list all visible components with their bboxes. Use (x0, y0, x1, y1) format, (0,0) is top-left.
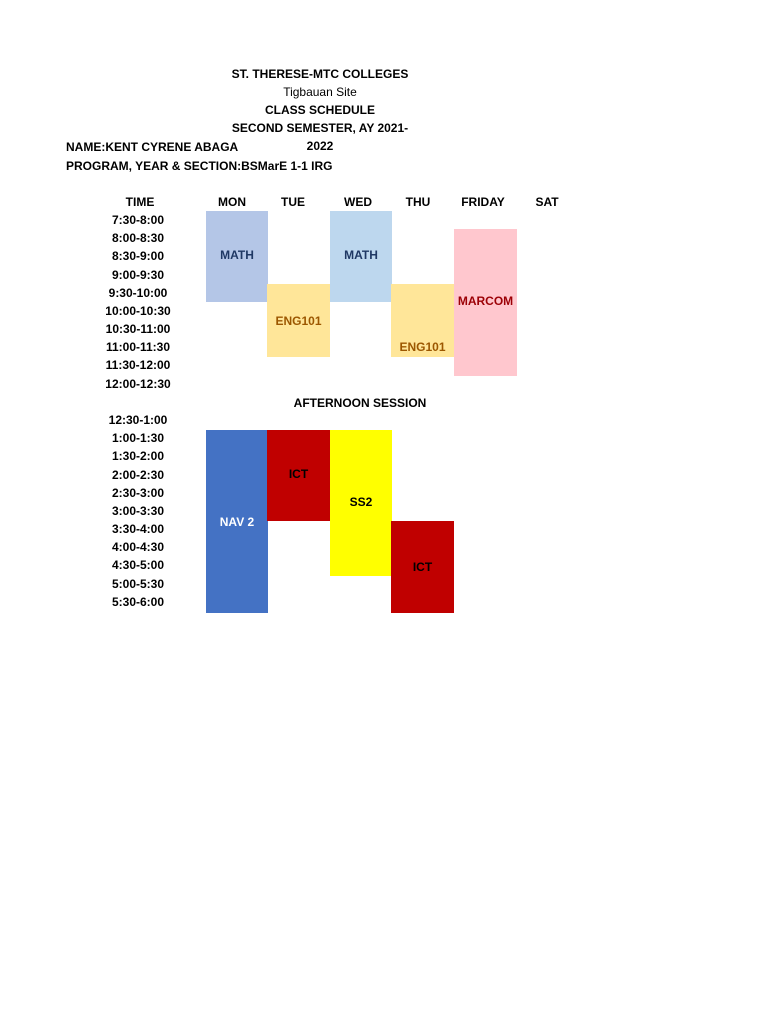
time-slot: 5:00-5:30 (111, 577, 165, 591)
class-label: MARCOM (457, 294, 514, 308)
class-label: ENG101 (275, 313, 322, 328)
day-header-thu: THU (405, 195, 431, 209)
class-label: MATH (344, 247, 378, 262)
semester-label: SECOND SEMESTER, AY 2021-2022 (231, 121, 409, 153)
time-slot: 9:30-10:00 (108, 286, 168, 300)
time-slot: 5:30-6:00 (111, 595, 165, 609)
day-header-sat: SAT (535, 195, 559, 209)
class-label: ICT (288, 467, 309, 481)
time-slot: 11:00-11:30 (105, 340, 171, 354)
class-label: ENG101 (399, 340, 446, 354)
class-block-wed-math (330, 211, 392, 302)
time-slot: 1:00-1:30 (111, 431, 165, 445)
document-title: CLASS SCHEDULE (264, 103, 375, 117)
time-slot: 1:30-2:00 (111, 449, 165, 463)
time-slot: 8:00-8:30 (111, 231, 165, 245)
class-block-friday-marcom (454, 229, 517, 376)
class-block-thu-ict (391, 521, 454, 613)
time-slot: 8:30-9:00 (111, 249, 165, 263)
time-slot: 10:30-11:00 (105, 322, 171, 336)
time-slot: 12:30-1:00 (108, 413, 168, 427)
class-label: SS2 (349, 495, 373, 509)
time-slot: 7:30-8:00 (111, 213, 165, 227)
site-name: Tigbauan Site (283, 85, 357, 99)
time-slot: 2:00-2:30 (111, 468, 165, 482)
class-label: ICT (412, 560, 433, 574)
student-name: NAME:KENT CYRENE ABAGA (66, 140, 239, 154)
time-slot: 11:30-12:00 (105, 358, 171, 372)
time-header: TIME (125, 195, 155, 209)
day-header-wed: WED (344, 195, 372, 209)
time-slot: 2:30-3:00 (111, 486, 165, 500)
class-label: NAV 2 (219, 514, 255, 529)
day-header-tue: TUE (281, 195, 305, 209)
class-block-thu-eng101 (391, 284, 454, 357)
time-slot: 9:00-9:30 (111, 268, 165, 282)
day-header-mon: MON (218, 195, 246, 209)
afternoon-session-label: AFTERNOON SESSION (293, 396, 427, 410)
class-block-mon-math (206, 211, 268, 302)
class-block-mon-nav2 (206, 430, 268, 613)
class-block-wed-ss2 (330, 430, 392, 576)
class-label: MATH (220, 247, 254, 262)
day-header-friday: FRIDAY (461, 195, 505, 209)
time-slot: 3:00-3:30 (111, 504, 165, 518)
class-block-tue-eng101 (267, 284, 330, 357)
program-section: PROGRAM, YEAR & SECTION:BSMarE 1-1 IRG (66, 159, 333, 173)
time-slot: 12:00-12:30 (105, 377, 171, 391)
time-slot: 4:00-4:30 (111, 540, 165, 554)
school-name: ST. THERESE-MTC COLLEGES (231, 67, 409, 81)
time-slot: 4:30-5:00 (111, 558, 165, 572)
class-block-tue-ict (267, 430, 330, 521)
time-slot: 3:30-4:00 (111, 522, 165, 536)
time-slot: 10:00-10:30 (105, 304, 171, 318)
